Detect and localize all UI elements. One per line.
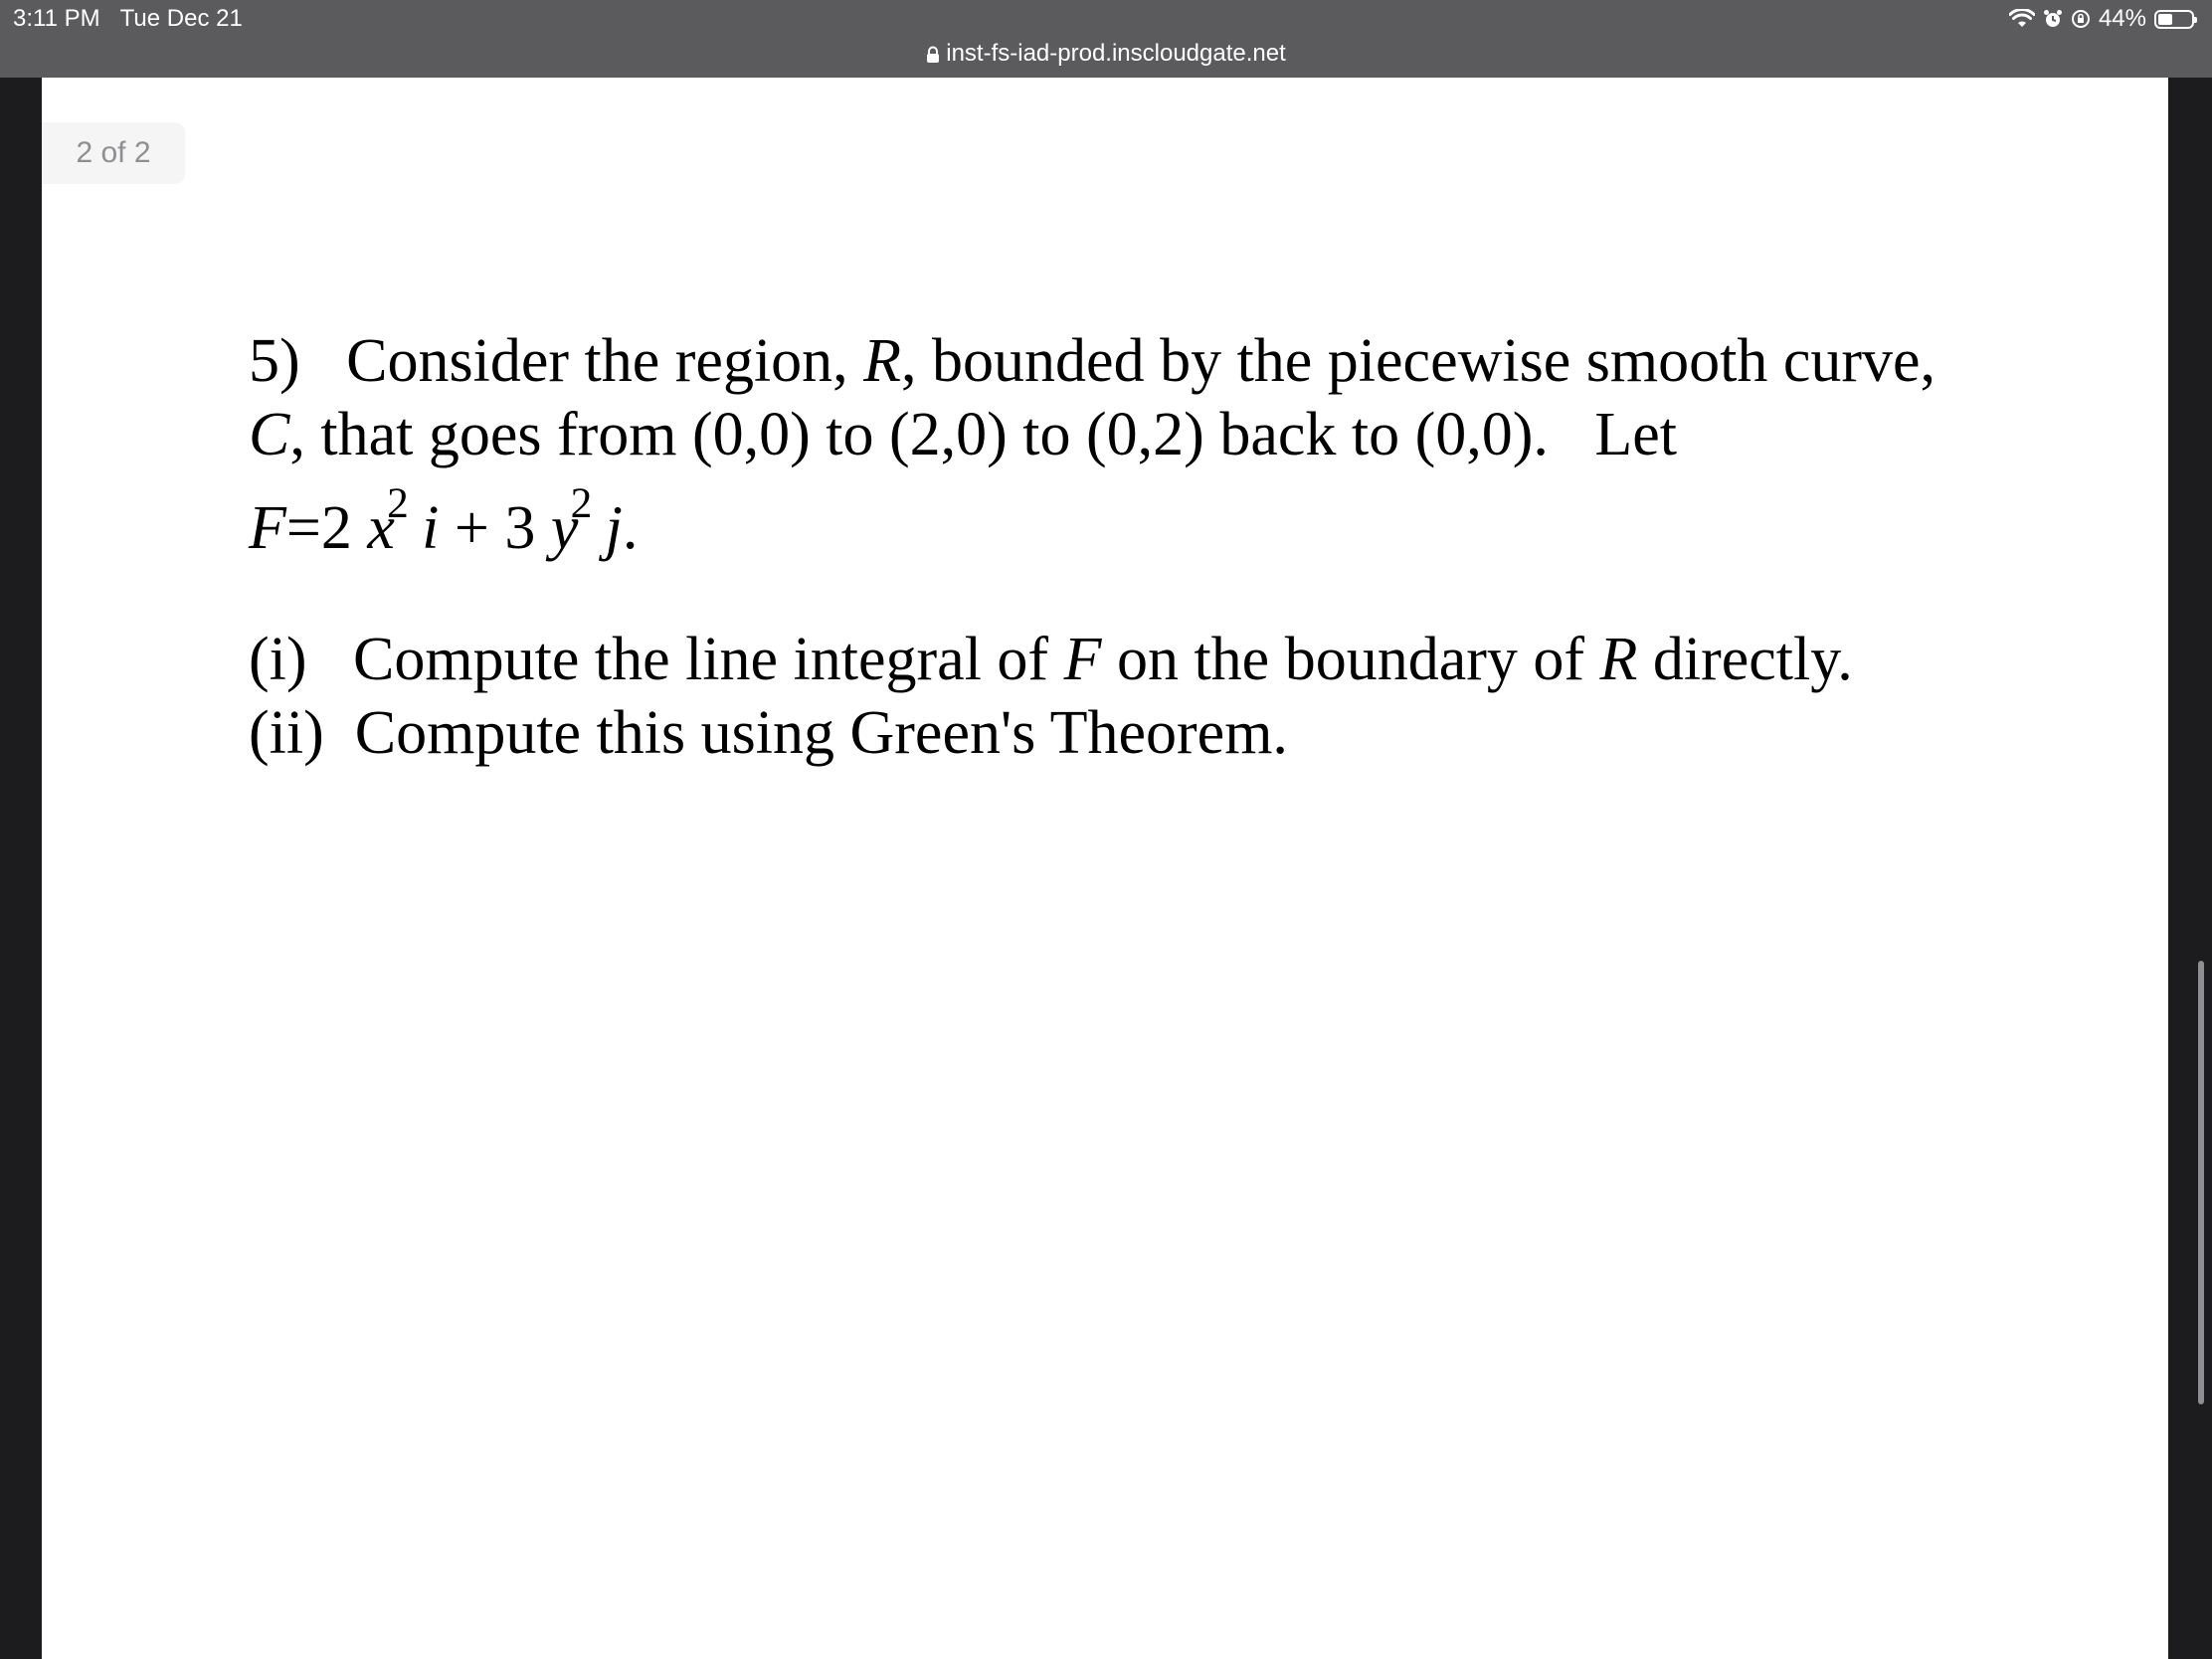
problem-text-segment: , that goes from (0,0) to (2,0) to (0,2) back to (0,0). — [289, 401, 1549, 468]
period: . — [622, 494, 639, 562]
problem-text-segment: Consider the region, — [346, 327, 864, 395]
lock-icon — [926, 43, 940, 71]
rotation-lock-icon — [2071, 9, 2091, 29]
coefficient: 2 — [320, 494, 352, 562]
coefficient: 3 — [504, 494, 536, 562]
problem-text-segment: Compute this using Green's Theorem. — [354, 699, 1288, 767]
exponent: 2 — [570, 478, 593, 527]
address-bar[interactable] — [0, 40, 2212, 71]
problem-number: 5) — [249, 327, 300, 395]
plus-sign: + — [454, 494, 489, 562]
part-i — [249, 623, 1853, 696]
problem-text-segment: , bounded by the piecewise smooth curve, — [901, 327, 1936, 395]
problem-line-1 — [249, 324, 1936, 398]
variable-F: F — [249, 494, 286, 562]
battery-percent: 44% — [2098, 5, 2146, 32]
page-indicator: 2 of 2 — [42, 122, 185, 184]
variable-R: R — [863, 327, 902, 395]
unit-vector-j: j — [605, 494, 623, 562]
url-text: inst-fs-iad-prod.inscloudgate.net — [946, 40, 1286, 67]
variable-C: C — [249, 401, 290, 468]
problem-text-segment: Compute the line integral of — [353, 626, 1064, 693]
status-time: 3:11 PM — [13, 5, 100, 32]
equals-sign: = — [285, 494, 321, 562]
variable-R: R — [1599, 626, 1638, 693]
part-label: (ii) — [249, 699, 324, 767]
part-ii — [249, 696, 1288, 770]
problem-line-2 — [249, 398, 1677, 471]
variable-F: F — [1063, 626, 1102, 693]
variable-x: x — [367, 494, 395, 562]
status-time-date — [13, 5, 243, 33]
problem-text-segment: on the boundary of — [1101, 626, 1600, 693]
alarm-icon — [2043, 9, 2063, 29]
document-page[interactable] — [42, 78, 2168, 1659]
variable-y: y — [550, 494, 579, 562]
problem-text-segment: directly. — [1637, 626, 1853, 693]
status-date: Tue Dec 21 — [119, 5, 243, 32]
scrollbar[interactable] — [2198, 961, 2204, 1404]
top-bar — [0, 0, 2212, 78]
exponent: 2 — [387, 478, 409, 527]
battery-icon — [2154, 10, 2194, 29]
status-indicators — [2009, 4, 2194, 34]
unit-vector-i: i — [422, 494, 440, 562]
wifi-icon — [2009, 9, 2035, 29]
problem-text-segment: Let — [1594, 401, 1678, 468]
vector-field-equation — [249, 478, 639, 571]
part-label: (i) — [249, 626, 307, 693]
